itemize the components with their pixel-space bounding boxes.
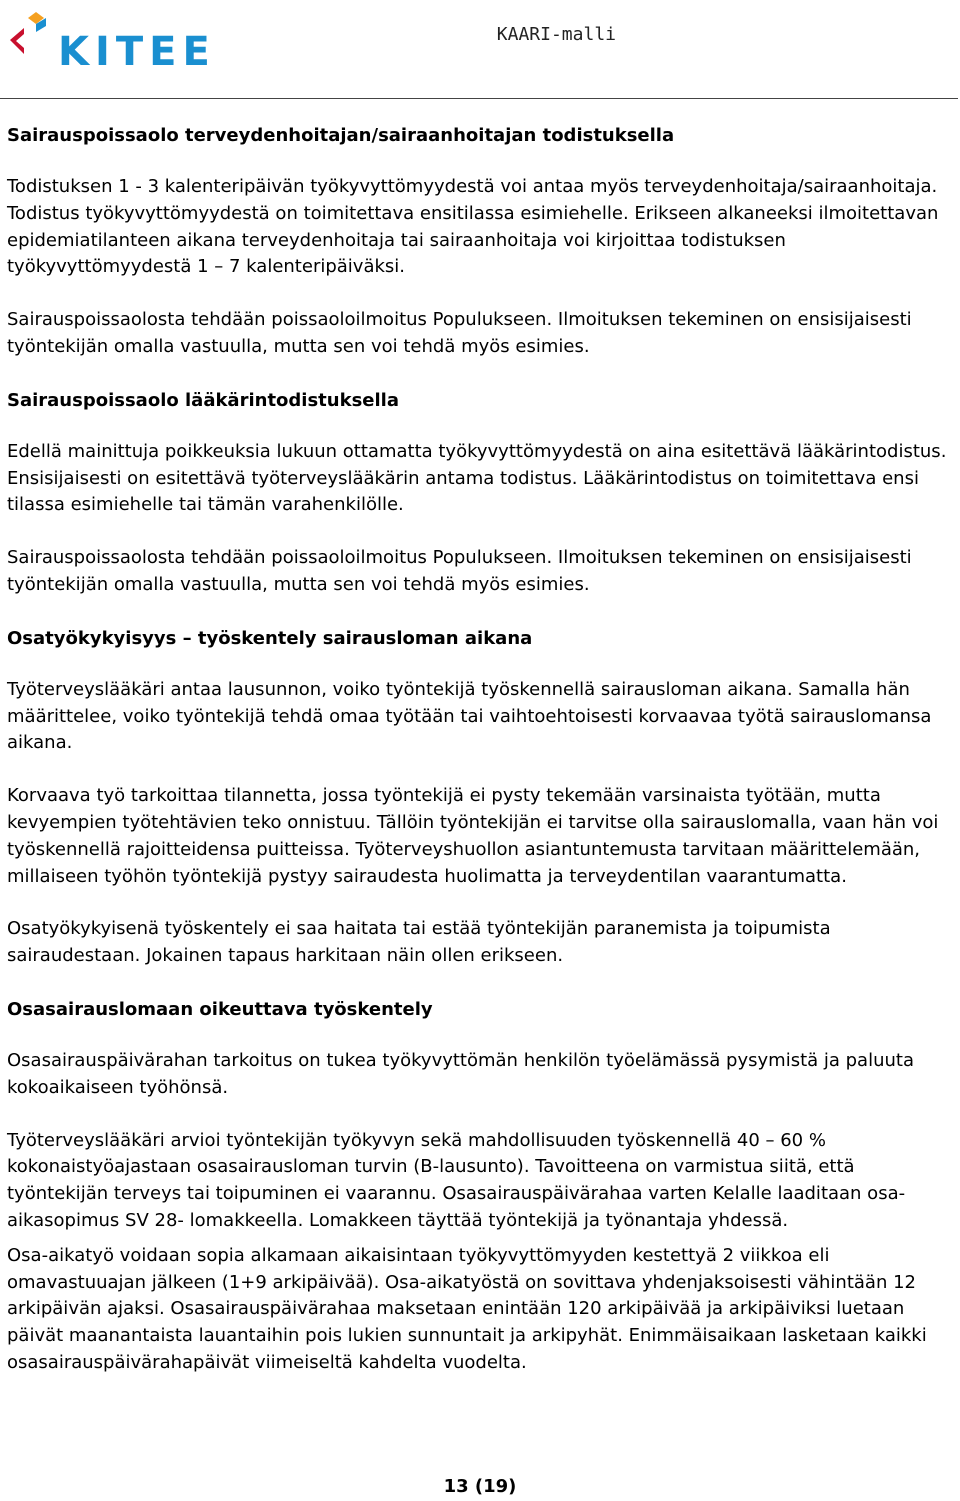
- paragraph: Todistuksen 1 - 3 kalenteripäivän työkyvyttömyydestä voi antaa myös terveydenhoitaja/sairaanhoitaja. Todistus työkyvyttömyydestä on toimitettava ensitilassa esimiehelle. Erikseen alkaneeksi ilmoitettavan epidemiatilanteen aikana terveydenhoitaja tai sairaanhoitaja voi kirjoittaa todistuksen työkyvyttömyydestä 1 – 7 kalenteripäiväksi.: [7, 176, 939, 278]
- section-heading: Sairauspoissaolo lääkärintodistuksella: [7, 389, 399, 411]
- page-number: 13 (19): [443, 1476, 517, 1497]
- paragraph: Osatyökykyisenä työskentely ei saa haitata tai estää työntekijän paranemista ja toipumista sairaudestaan. Jokainen tapaus harkitaan näin ollen erikseen.: [7, 918, 831, 967]
- paragraph: Työterveyslääkäri antaa lausunnon, voiko työntekijä työskennellä sairausloman aikana. Samalla hän määrittelee, voiko työntekijä tehdä omaa työtään tai vaihtoehtoisesti korvaavaa työtä sairauslomansa aikana.: [7, 678, 932, 754]
- paragraph: Osasairauspäivärahan tarkoitus on tukea työkyvyttömän henkilön työelämässä pysymistä ja paluuta kokoaikaiseen työhönsä.: [7, 1049, 914, 1098]
- section-heading: Sairauspoissaolo terveydenhoitajan/sairaanhoitajan todistuksella: [7, 125, 675, 146]
- section-heading: Osatyökykyisyys – työskentely sairausloman aikana: [7, 627, 533, 649]
- paragraph: Korvaava työ tarkoittaa tilannetta, jossa työntekijä ei pysty tekemään varsinaista työtään, mutta kevyempien työtehtävien teko onnistuu. Tällöin työntekijän ei tarvitse olla sairauslomalla, vaan hän voi työskennellä rajoitteidensa puitteissa. Työterveyshuollon asiantuntemusta tarvitaan määrittelemään, millaiseen työhön työntekijä pystyy sairaudesta huolimatta ja terveydentilan vaarantumatta.: [7, 785, 939, 887]
- document-body: [7, 122, 952, 1403]
- paragraph: Sairauspoissaolosta tehdään poissaoloilmoitus Populukseen. Ilmoituksen tekeminen on ensisijaisesti työntekijän omalla vastuulla, mutta sen voi tehdä myös esimies.: [7, 309, 912, 357]
- header-divider: [0, 98, 958, 99]
- section-heading: Osasairauslomaan oikeuttava työskentely: [7, 998, 433, 1020]
- logo-text: KITEE: [58, 29, 216, 75]
- paragraph: Edellä mainittuja poikkeuksia lukuun ottamatta työkyvyttömyydestä on aina esitettävä lääkärintodistus. Ensisijaisesti on esitettävä työterveyslääkärin antama todistus. Lääkärintodistus on toimitettava ensi tilassa esimiehelle tai tämän varahenkilölle.: [7, 440, 947, 516]
- paragraph: Työterveyslääkäri arvioi työntekijän työkyvyn sekä mahdollisuuden työskennellä 40 – 60 % kokonaistyöajastaan osasairausloman turvin (B-lausunto). Tavoitteena on varmistua siitä, että työntekijän terveys tai toipuminen ei vaarannu. Osasairauspäivärahaa varten Kelalle laaditaan osa-aikasopimus SV 28- lomakkeella. Lomakkeen täyttää työntekijä ja työnantaja yhdessä.: [7, 1129, 906, 1231]
- paragraph: Osa-aikatyö voidaan sopia alkamaan aikaisintaan työkyvyttömyyden kestettyä 2 viikkoa eli omavastuuajan jälkeen (1+9 arkipäivää). Osa-aikatyöstä on sovittava yhdenjaksoisesti vähintään 12 arkipäivän ajaksi. Osasairauspäivärahaa maksetaan enintään 120 arkipäivää ja arkipäiviksi luetaan päivät maanantaista lauantaihin pois lukien sunnuntait ja arkipyhät. Enimmäisaikaan lasketaan kaikki osasairauspäivärahapäivät viimeiseltä kahdelta vuodelta.: [7, 1244, 927, 1373]
- paragraph: Sairauspoissaolosta tehdään poissaoloilmoitus Populukseen. Ilmoituksen tekeminen on ensisijaisesti työntekijän omalla vastuulla, mutta sen voi tehdä myös esimies.: [7, 547, 912, 595]
- page-header: [0, 0, 960, 100]
- document-title: KAARI-malli: [496, 24, 616, 45]
- kitee-logo: [6, 4, 216, 75]
